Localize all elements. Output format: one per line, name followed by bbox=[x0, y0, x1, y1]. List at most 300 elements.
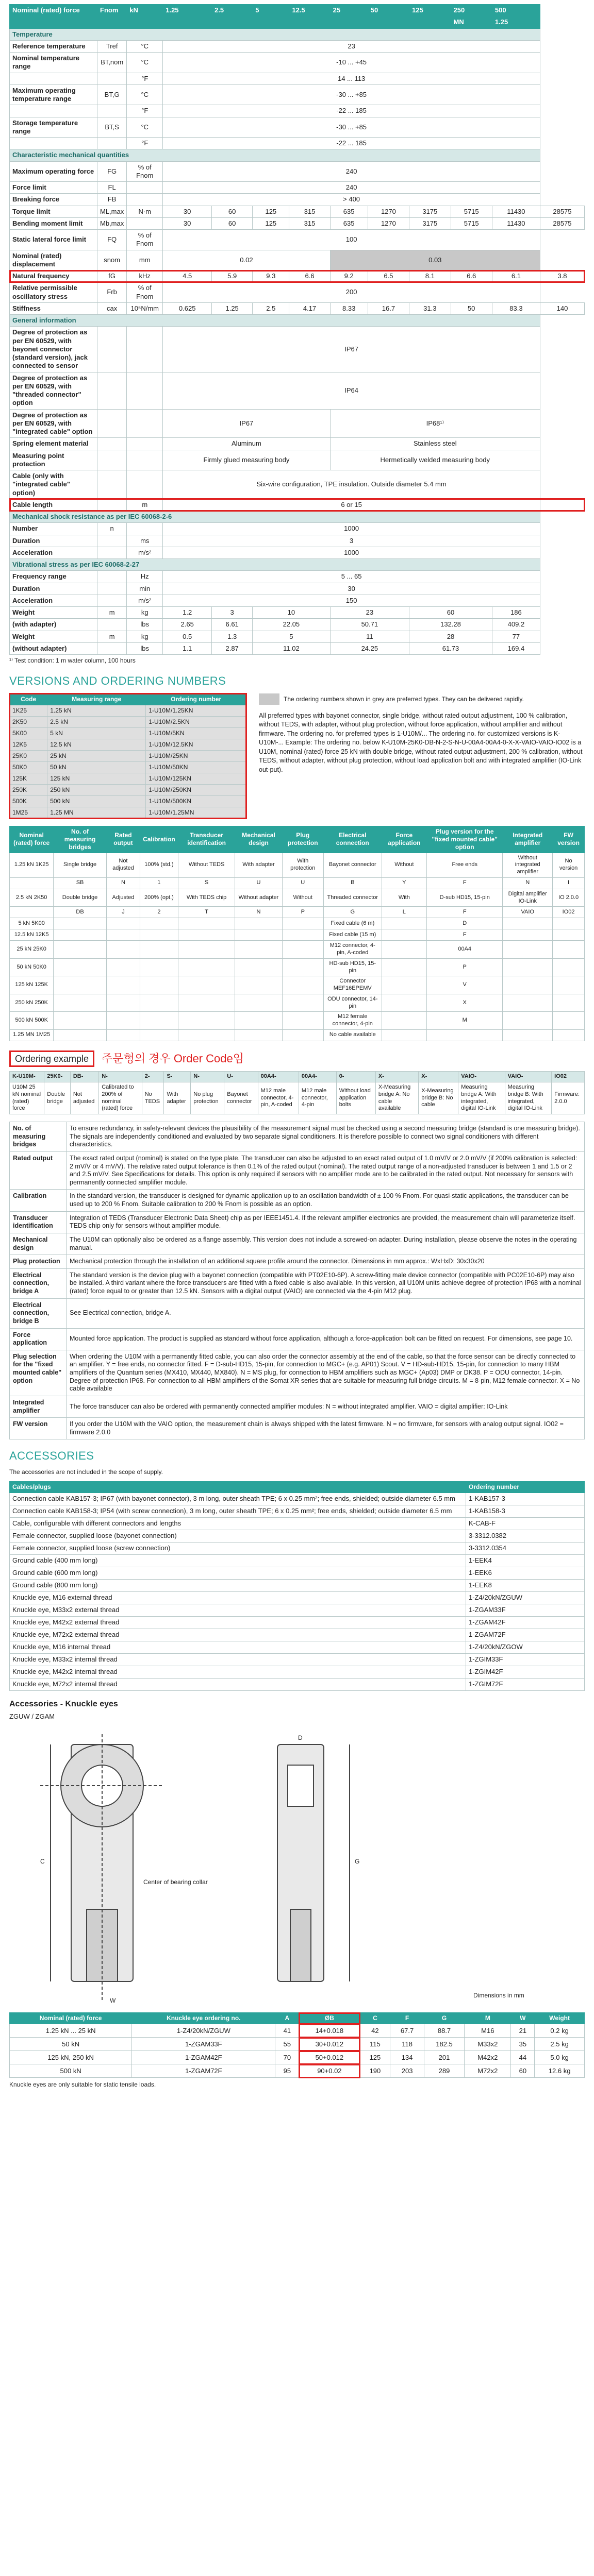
spec-value: 50.71 bbox=[330, 619, 409, 631]
ordering-example-table bbox=[9, 1071, 585, 1114]
example-code: X- bbox=[375, 1072, 418, 1082]
knuckle-row bbox=[10, 2051, 585, 2064]
versions-cell: 1M25 bbox=[10, 807, 47, 818]
ordering-code: B bbox=[323, 877, 382, 889]
spec-symbol bbox=[97, 642, 127, 654]
spec-head-cell: 125 bbox=[409, 5, 451, 16]
label-c: C bbox=[40, 1858, 45, 1866]
spec-head-cell: 500 bbox=[492, 5, 540, 16]
spec-value: 6.6 bbox=[451, 270, 492, 282]
ordering-empty bbox=[235, 994, 282, 1012]
spec-unit bbox=[127, 372, 163, 409]
spec-label: Relative permissible oscillatory stress bbox=[10, 282, 97, 303]
knuckle-cell: 5.0 kg bbox=[535, 2051, 585, 2064]
accessories-row bbox=[10, 1629, 585, 1641]
ordering-empty bbox=[553, 918, 585, 929]
spec-value: 2.65 bbox=[163, 619, 212, 631]
spec-value: 240 bbox=[163, 182, 540, 194]
spec-symbol: n bbox=[97, 523, 127, 535]
accessories-row bbox=[10, 1505, 585, 1517]
spec-footnote: ¹⁾ Test condition: 1 m water column, 100 hours bbox=[9, 657, 136, 664]
spec-symbol bbox=[97, 470, 127, 499]
versions-cell: 5K00 bbox=[10, 727, 47, 739]
ordering-code: SB bbox=[54, 877, 107, 889]
knuckle-col-header: G bbox=[424, 2013, 464, 2024]
knuckle-cell: 500 kN bbox=[10, 2064, 132, 2078]
spec-label: Duration bbox=[10, 583, 97, 595]
spec-unit: mm bbox=[127, 250, 163, 270]
ordering-empty bbox=[235, 958, 282, 976]
spec-value: 2.87 bbox=[212, 642, 253, 654]
spec-unit: ms bbox=[127, 535, 163, 547]
description-key: Electrical connection, bridge A bbox=[10, 1268, 67, 1298]
ordering-empty bbox=[503, 1029, 553, 1041]
spec-symbol: Tref bbox=[97, 40, 127, 52]
knuckle-cell: 1-ZGAM72F bbox=[132, 2064, 275, 2078]
description-row bbox=[10, 1350, 585, 1396]
label-d: D bbox=[298, 1734, 303, 1742]
spec-value: 28575 bbox=[540, 206, 584, 217]
ordering-empty bbox=[503, 918, 553, 929]
example-description: Not adjusted bbox=[70, 1082, 98, 1114]
spec-label: Degree of protection as per EN 60529, with "integrated cable" option bbox=[10, 409, 97, 438]
spec-label: Acceleration bbox=[10, 547, 97, 558]
versions-cell: 1-U10M/250KN bbox=[146, 784, 246, 795]
ordering-plug-code: 00A4 bbox=[427, 941, 503, 959]
spec-value: 5715 bbox=[451, 217, 492, 229]
example-description: X-Measuring bridge A: No cable available bbox=[375, 1082, 418, 1114]
ordering-col-header: Force application bbox=[382, 826, 427, 853]
spec-symbol: FQ bbox=[97, 230, 127, 250]
label-dimensions: Dimensions in mm bbox=[473, 1992, 524, 1999]
spec-value: 22.05 bbox=[253, 619, 330, 631]
knuckle-subtitle: ZGUW / ZGAM bbox=[9, 1712, 55, 1720]
description-text: Integration of TEDS (Transducer Electronic Data Sheet) chip as per IEEE1451.4. If the relevant amplifier electronics are provided, the measurement chain will parameterize itself. TEDS chip only for sensors without amplifier module. bbox=[67, 1211, 585, 1233]
spec-value: 125 bbox=[253, 206, 289, 217]
ordering-force: 500 kN 500K bbox=[10, 1012, 54, 1030]
spec-value: IP64 bbox=[163, 372, 540, 409]
description-key: Integrated amplifier bbox=[10, 1396, 67, 1417]
description-key: Electrical connection, bridge B bbox=[10, 1298, 67, 1328]
description-row bbox=[10, 1122, 585, 1152]
spec-value: 50 bbox=[451, 302, 492, 314]
spec-label: Force limit bbox=[10, 182, 97, 194]
spec-value: 60 bbox=[409, 607, 492, 619]
spec-section-title: Temperature bbox=[10, 28, 540, 40]
knuckle-cell: 44 bbox=[511, 2051, 535, 2064]
versions-col-header: Code bbox=[10, 693, 47, 705]
ordering-code: N bbox=[503, 877, 553, 889]
spec-value: 23 bbox=[330, 607, 409, 619]
example-code: N- bbox=[99, 1072, 142, 1082]
spec-value: 635 bbox=[330, 217, 368, 229]
accessory-ordering-no: 1-Z4/20kN/ZGOW bbox=[466, 1641, 585, 1653]
accessories-row bbox=[10, 1567, 585, 1579]
ordering-empty bbox=[140, 958, 178, 976]
spec-head-cell bbox=[253, 16, 289, 28]
knuckle-col-header: M bbox=[465, 2013, 511, 2024]
ordering-row bbox=[10, 853, 585, 877]
example-description: Measuring bridge A: With integrated, digital IO-Link bbox=[458, 1082, 505, 1114]
description-key: Plug selection for the "fixed mounted cable" option bbox=[10, 1350, 67, 1396]
knuckle-cell: 0.2 kg bbox=[535, 2024, 585, 2038]
spec-value: 23 bbox=[163, 40, 540, 52]
spec-value: 240 bbox=[163, 161, 540, 182]
spec-value: 5715 bbox=[451, 206, 492, 217]
description-row bbox=[10, 1298, 585, 1328]
knuckle-row bbox=[10, 2024, 585, 2038]
spec-symbol bbox=[97, 499, 127, 511]
ordering-empty bbox=[382, 1029, 427, 1041]
ordering-empty bbox=[235, 1029, 282, 1041]
accessories-row bbox=[10, 1616, 585, 1629]
spec-label: Acceleration bbox=[10, 595, 97, 606]
description-row bbox=[10, 1255, 585, 1269]
spec-symbol: snom bbox=[97, 250, 127, 270]
ordering-code: J bbox=[106, 907, 140, 918]
spec-label: Maximum operating force bbox=[10, 161, 97, 182]
ordering-empty bbox=[140, 1012, 178, 1030]
accessory-ordering-no: 1-EEK6 bbox=[466, 1567, 585, 1579]
knuckle-cell: 201 bbox=[424, 2051, 464, 2064]
ordering-empty bbox=[553, 958, 585, 976]
versions-row bbox=[10, 773, 246, 784]
spec-label: Torque limit bbox=[10, 206, 97, 217]
ordering-option: 1.25 kN 1K25 bbox=[10, 853, 54, 877]
ordering-option: Without bbox=[382, 853, 427, 877]
spec-label: Degree of protection as per EN 60529, with "threaded connector" option bbox=[10, 372, 97, 409]
knuckle-cell: 1.25 kN ... 25 kN bbox=[10, 2024, 132, 2038]
knuckle-cell: 88.7 bbox=[424, 2024, 464, 2038]
ordering-option: With TEDS chip bbox=[178, 889, 235, 907]
description-row bbox=[10, 1418, 585, 1439]
ordering-row bbox=[10, 918, 585, 929]
ordering-option: Without bbox=[282, 889, 323, 907]
ordering-option: With adapter bbox=[235, 853, 282, 877]
spec-unit: lbs bbox=[127, 642, 163, 654]
spec-value: 1000 bbox=[163, 523, 540, 535]
spec-symbol: FG bbox=[97, 161, 127, 182]
versions-row bbox=[10, 807, 246, 818]
spec-value: 100 bbox=[163, 230, 540, 250]
ordering-plug-code: F bbox=[427, 929, 503, 941]
ordering-plug-code: V bbox=[427, 976, 503, 994]
ordering-code: L bbox=[382, 907, 427, 918]
label-bearing-center: Center of bearing collar bbox=[143, 1878, 208, 1886]
ordering-empty bbox=[235, 929, 282, 941]
spec-unit bbox=[127, 438, 163, 450]
ordering-empty bbox=[503, 958, 553, 976]
ordering-empty bbox=[106, 929, 140, 941]
ordering-col-header: Plug version for the "fixed mounted cable" option bbox=[427, 826, 503, 853]
knuckle-col-header: F bbox=[390, 2013, 424, 2024]
description-text: When ordering the U10M with a permanently fitted cable, you can also order the connector assembly at the end of the cable, so that the force sensor can be directly connected to an amplifier. Y = free ends, no connector fitted. F = D-sub-HD15, 15-pin, for connection to MGC+ (e.g. AP01) Scout. V = HD-sub-HD15, 15-pin, for connection to many HBM amplifiers of the Quantum series (MX410, MX440, MX840). N = MS plug, for connection to HBM amplifiers such as MGC+ (Ap03) DMP or DK38. P = ODU connector, 14-pin. Degree of protection IP68. For connection to all HBM amplifiers of the Somat XR series that are suitable for measuring full bridge circuits. M = 8-pin, M12 female connector. X = No cable available bbox=[67, 1350, 585, 1396]
spec-head-cell bbox=[330, 16, 368, 28]
korean-note: 주문형의 경우 Order Code임 bbox=[102, 1052, 244, 1065]
ordering-row bbox=[10, 994, 585, 1012]
ordering-empty bbox=[106, 1029, 140, 1041]
knuckle-cell: 70 bbox=[275, 2051, 299, 2064]
ordering-option: Single bridge bbox=[54, 853, 107, 877]
ordering-empty bbox=[503, 976, 553, 994]
description-key: Transducer identification bbox=[10, 1211, 67, 1233]
ordering-connection: HD-sub HD15, 15-pin bbox=[323, 958, 382, 976]
spec-head-cell bbox=[127, 16, 163, 28]
spec-unit: min bbox=[127, 583, 163, 595]
spec-unit bbox=[127, 470, 163, 499]
ordering-plug-code: X bbox=[427, 994, 503, 1012]
spec-value: 8.1 bbox=[409, 270, 451, 282]
ordering-empty bbox=[54, 958, 107, 976]
accessories-row bbox=[10, 1530, 585, 1542]
example-code: 25K0- bbox=[44, 1072, 71, 1082]
ordering-empty bbox=[54, 918, 107, 929]
versions-row bbox=[10, 727, 246, 739]
ordering-empty bbox=[54, 929, 107, 941]
description-text: If you order the U10M with the VAIO option, the measurement chain is always shipped with the latest firmware. N = no firmware, for sensors with analog output signal. IO02 = firmware 2.0.0 bbox=[67, 1418, 585, 1439]
versions-cell: 1K25 bbox=[10, 705, 47, 716]
ordering-empty bbox=[140, 941, 178, 959]
spec-value: IP67 bbox=[163, 327, 540, 372]
ordering-empty bbox=[282, 918, 323, 929]
description-key: Plug protection bbox=[10, 1255, 67, 1269]
spec-unit bbox=[127, 182, 163, 194]
spec-head-cell: 5 bbox=[253, 5, 289, 16]
versions-cell: 1-U10M/125KN bbox=[146, 773, 246, 784]
accessories-col-header: Ordering number bbox=[466, 1481, 585, 1493]
knuckle-cell: 21 bbox=[511, 2024, 535, 2038]
ordering-code-row bbox=[10, 877, 585, 889]
ordering-empty bbox=[54, 1012, 107, 1030]
spec-value: 1.3 bbox=[212, 631, 253, 642]
knuckle-cell: 2.5 kg bbox=[535, 2038, 585, 2051]
description-text: The force transducer can also be ordered with permanently connected amplifier modules: N = without integrated amplifier. VAIO = digital amplifier: IO-Link bbox=[67, 1396, 585, 1417]
spec-value: -30 ... +85 bbox=[163, 117, 540, 138]
knuckle-eye-drawing bbox=[9, 1724, 585, 2012]
ordering-empty bbox=[382, 1012, 427, 1030]
example-description: M12 male connector, 4-pin, A-coded bbox=[258, 1082, 299, 1114]
accessories-row bbox=[10, 1666, 585, 1678]
knuckle-cell: M72x2 bbox=[465, 2064, 511, 2078]
versions-col-header: Measuring range bbox=[47, 693, 146, 705]
accessories-table bbox=[9, 1481, 585, 1691]
ordering-row bbox=[10, 941, 585, 959]
spec-label: Nominal (rated) displacement bbox=[10, 250, 97, 270]
ordering-empty bbox=[140, 1029, 178, 1041]
spec-section-title: General information bbox=[10, 315, 540, 327]
knuckle-row bbox=[10, 2038, 585, 2051]
spec-unit: m/s² bbox=[127, 547, 163, 558]
versions-row bbox=[10, 739, 246, 750]
spec-value: IP67 bbox=[163, 409, 330, 438]
example-description: Without load application bolts bbox=[336, 1082, 375, 1114]
description-key: Mechanical design bbox=[10, 1233, 67, 1255]
ordering-code: DB bbox=[54, 907, 107, 918]
spec-value: 3 bbox=[212, 607, 253, 619]
ordering-empty bbox=[106, 958, 140, 976]
spec-symbol: fG bbox=[97, 270, 127, 282]
ordering-connection: Connector MEF16EPEMV bbox=[323, 976, 382, 994]
description-row bbox=[10, 1190, 585, 1211]
ordering-code: I bbox=[553, 877, 585, 889]
spec-symbol: cax bbox=[97, 302, 127, 314]
spec-unit: N·m bbox=[127, 206, 163, 217]
knuckle-cell: 90+0.02 bbox=[299, 2064, 360, 2078]
knuckle-cell: M42x2 bbox=[465, 2051, 511, 2064]
spec-value: IP68¹⁾ bbox=[330, 409, 540, 438]
description-text: See Electrical connection, bridge A. bbox=[67, 1298, 585, 1328]
ordering-empty bbox=[54, 976, 107, 994]
versions-cell: 1-U10M/12.5KN bbox=[146, 739, 246, 750]
spec-value: 3175 bbox=[409, 206, 451, 217]
ordering-row bbox=[10, 1012, 585, 1030]
spec-value: Firmly glued measuring body bbox=[163, 450, 330, 470]
description-text: The exact rated output (nominal) is stated on the type plate. The transducer can also be adjusted to an exact rated output of 1.0 mV/V or 2.0 mV/V (if 200% calibration is selected: 2 mV/V or 4 mV/V). The relative rated output tolerance is then 0.1% of the rated output (nominal). The rated output range of a non-adjusted transducer is between 1 and 1.5 or 2 and 2.5 mV/V. See Specifications for details. This option is only required if sensors with no amplifier mode are to be calibrated in the rated output. Not necessary for sensors with permanently connected amplifier module. bbox=[67, 1151, 585, 1190]
ordering-empty bbox=[178, 994, 235, 1012]
ordering-empty bbox=[282, 941, 323, 959]
example-description: U10M 25 kN nominal (rated) force bbox=[10, 1082, 44, 1114]
spec-value: 140 bbox=[540, 302, 584, 314]
ordering-empty bbox=[235, 941, 282, 959]
spec-label: (without adapter) bbox=[10, 642, 97, 654]
spec-value: 6.61 bbox=[212, 619, 253, 631]
description-text: To ensure redundancy, in safety-relevant devices the plausibility of the measurement signal must be checked using a second measuring bridge (standard is one measuring bridge). The signals are independently conditioned and evaluated by two separate signal conditioners. It is therefore possible to connect two signal conditioners with different characteristics. bbox=[67, 1122, 585, 1152]
ordering-code: IO02 bbox=[553, 907, 585, 918]
ordering-row bbox=[10, 889, 585, 907]
ordering-col-header: No. of measuring bridges bbox=[54, 826, 107, 853]
knuckle-title bbox=[9, 1699, 585, 1709]
ordering-option: 2.5 kN 2K50 bbox=[10, 889, 54, 907]
description-row bbox=[10, 1151, 585, 1190]
description-text: The U10M can optionally also be ordered as a flange assembly. This version does not include a screwed-on adapter. During installation, please observe the notes in the operating manual. bbox=[67, 1233, 585, 1255]
example-code: DB- bbox=[70, 1072, 98, 1082]
versions-row bbox=[10, 716, 246, 727]
spec-symbol: FB bbox=[97, 194, 127, 206]
ordering-col-header: Rated output bbox=[106, 826, 140, 853]
spec-symbol bbox=[97, 535, 127, 547]
ordering-empty bbox=[178, 958, 235, 976]
spec-label: Bending moment limit bbox=[10, 217, 97, 229]
spec-label: Duration bbox=[10, 535, 97, 547]
ordering-connection: No cable available bbox=[323, 1029, 382, 1041]
accessory-ordering-no: 1-ZGIM33F bbox=[466, 1653, 585, 1666]
ordering-col-header: Calibration bbox=[140, 826, 178, 853]
description-text: Mounted force application. The product is supplied as standard without force application, although a force-application bolt can be fitted on request. For dimensions, see page 10. bbox=[67, 1328, 585, 1350]
knuckle-col-header: W bbox=[511, 2013, 535, 2024]
spec-unit bbox=[127, 523, 163, 535]
ordering-col-header: Integrated amplifier bbox=[503, 826, 553, 853]
ordering-col-header: Plug protection bbox=[282, 826, 323, 853]
accessories-note: The accessories are not included in the scope of supply. bbox=[9, 1468, 163, 1476]
spec-label: Spring element material bbox=[10, 438, 97, 450]
example-code: VAIO- bbox=[505, 1072, 551, 1082]
spec-symbol bbox=[97, 595, 127, 606]
ordering-example-label: Ordering example bbox=[9, 1050, 94, 1067]
spec-value: 31.3 bbox=[409, 302, 451, 314]
spec-unit: kHz bbox=[127, 270, 163, 282]
label-w: W bbox=[110, 1997, 116, 2005]
spec-value: 0.03 bbox=[330, 250, 540, 270]
spec-value: -22 ... 185 bbox=[163, 138, 540, 149]
ordering-option: Without TEDS bbox=[178, 853, 235, 877]
versions-table bbox=[9, 693, 246, 819]
ordering-force: 250 kN 250K bbox=[10, 994, 54, 1012]
spec-value: 14 ... 113 bbox=[163, 73, 540, 84]
versions-cell: 1-U10M/50KN bbox=[146, 761, 246, 773]
accessories-row bbox=[10, 1653, 585, 1666]
ordering-code: 2 bbox=[140, 907, 178, 918]
spec-value: -22 ... 185 bbox=[163, 105, 540, 117]
spec-value: 77 bbox=[492, 631, 540, 642]
spec-label: Number bbox=[10, 523, 97, 535]
spec-symbol bbox=[97, 571, 127, 583]
spec-value: 169.4 bbox=[492, 642, 540, 654]
ordering-code: 1 bbox=[140, 877, 178, 889]
spec-value: 150 bbox=[163, 595, 540, 606]
ordering-code: N bbox=[235, 907, 282, 918]
accessory-ordering-no: 1-EEK4 bbox=[466, 1554, 585, 1567]
ordering-connection: ODU connector, 14-pin bbox=[323, 994, 382, 1012]
knuckle-cell: 12.6 kg bbox=[535, 2064, 585, 2078]
knuckle-cell: 42 bbox=[360, 2024, 390, 2038]
ordering-empty bbox=[178, 976, 235, 994]
ordering-option: 100% (std.) bbox=[140, 853, 178, 877]
spec-value: 28575 bbox=[540, 217, 584, 229]
description-row bbox=[10, 1328, 585, 1350]
example-code: 0- bbox=[336, 1072, 375, 1082]
spec-label bbox=[10, 105, 97, 117]
spec-value: 1.25 bbox=[212, 302, 253, 314]
example-code: X- bbox=[419, 1072, 458, 1082]
spec-symbol: Frb bbox=[97, 282, 127, 303]
spec-head-cell: 25 bbox=[330, 5, 368, 16]
ordering-option: Digital amplifier IO-Link bbox=[503, 889, 553, 907]
example-description: Double bridge bbox=[44, 1082, 71, 1114]
accessory-name: Knuckle eye, M42x2 external thread bbox=[10, 1616, 466, 1629]
example-description: Firmware: 2.0.0 bbox=[552, 1082, 585, 1114]
example-description: Bayonet connector bbox=[224, 1082, 258, 1114]
spec-symbol bbox=[97, 547, 127, 558]
spec-label: Degree of protection as per EN 60529, with bayonet connector (standard version), jack connected to sensor bbox=[10, 327, 97, 372]
grey-legend-swatch bbox=[259, 693, 279, 705]
spec-unit: m/s² bbox=[127, 595, 163, 606]
spec-symbol: BT,S bbox=[97, 117, 127, 138]
spec-unit bbox=[127, 450, 163, 470]
spec-value: 11430 bbox=[492, 217, 540, 229]
spec-symbol: FL bbox=[97, 182, 127, 194]
spec-value: 1.1 bbox=[163, 642, 212, 654]
ordering-option: With bbox=[382, 889, 427, 907]
knuckle-cell: 1-ZGAM42F bbox=[132, 2051, 275, 2064]
accessory-ordering-no: K-CAB-F bbox=[466, 1517, 585, 1530]
spec-value: 9.3 bbox=[253, 270, 289, 282]
spec-unit: kg bbox=[127, 607, 163, 619]
ordering-option: Without integrated amplifier bbox=[503, 853, 553, 877]
accessories-row bbox=[10, 1542, 585, 1554]
spec-symbol bbox=[97, 73, 127, 84]
knuckle-cell: 55 bbox=[275, 2038, 299, 2051]
knuckle-cell: 190 bbox=[360, 2064, 390, 2078]
spec-symbol bbox=[97, 438, 127, 450]
accessory-name: Ground cable (600 mm long) bbox=[10, 1567, 466, 1579]
spec-head-cell bbox=[163, 16, 212, 28]
ordering-connection: M12 female connector, 4-pin bbox=[323, 1012, 382, 1030]
spec-label: Breaking force bbox=[10, 194, 97, 206]
accessory-name: Knuckle eye, M72x2 internal thread bbox=[10, 1678, 466, 1690]
spec-value: 60 bbox=[212, 206, 253, 217]
accessory-name: Knuckle eye, M16 internal thread bbox=[10, 1641, 466, 1653]
ordering-empty bbox=[235, 1012, 282, 1030]
